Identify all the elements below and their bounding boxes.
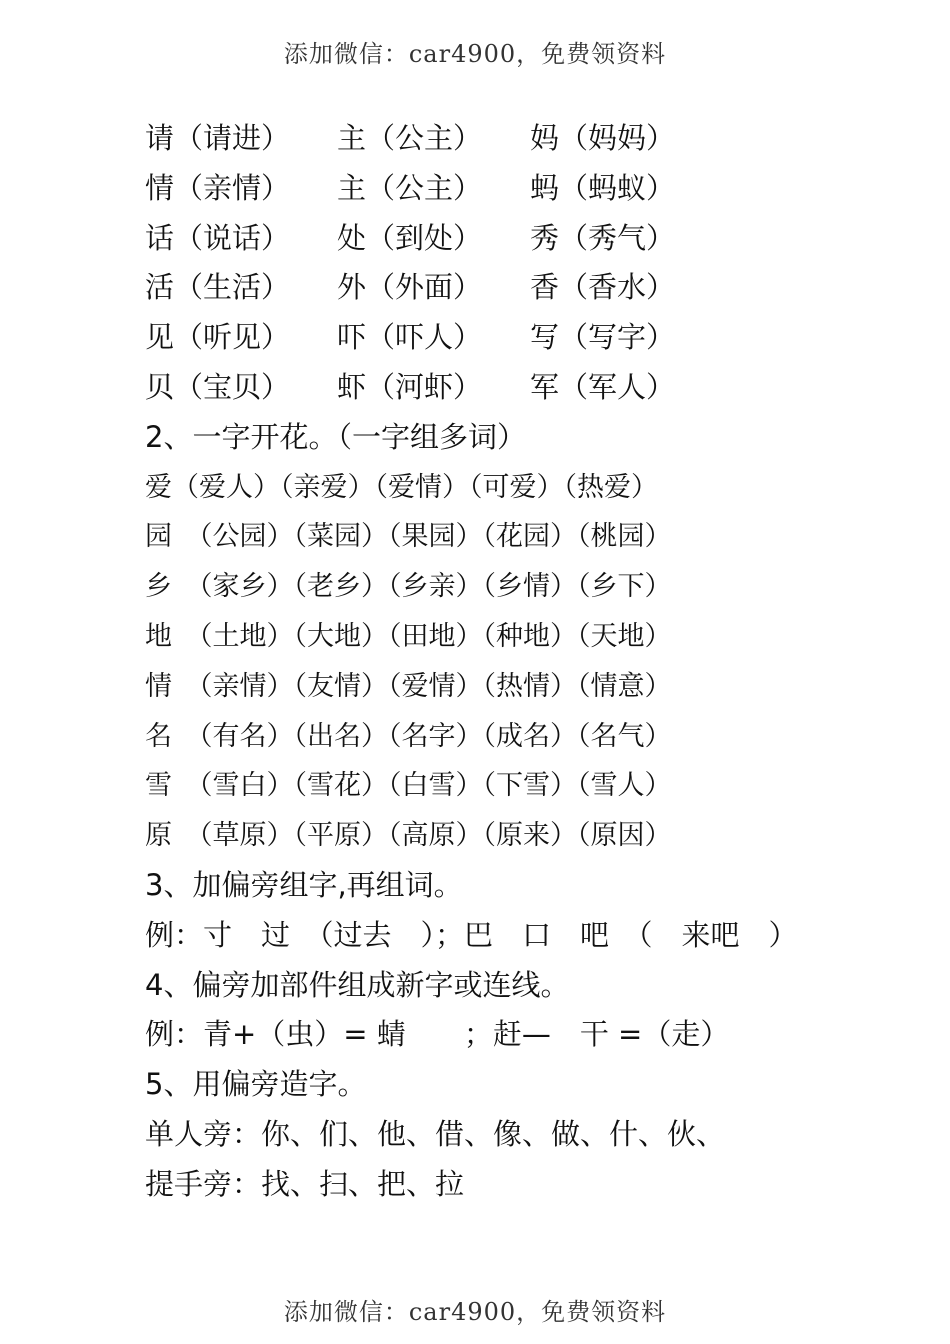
section-title-text: 2、一字开花。（一字组多词）: [145, 419, 526, 454]
word-cell: 活（生活）: [145, 270, 291, 305]
section-4-example: [145, 1010, 905, 1060]
section-4-title: [145, 961, 905, 1011]
word-cell: 蚂（蚂蚁）: [530, 170, 676, 205]
word-group-text: 情 （亲情）（友情）（爱情）（热情）（情意）: [145, 670, 672, 702]
word-cell: 请（请进）: [145, 121, 291, 155]
radical-row: [145, 1110, 905, 1160]
word-group-row: [145, 463, 905, 513]
word-group-row: [145, 662, 905, 712]
section-2-title: [145, 413, 905, 463]
word-group-row: [145, 512, 905, 562]
word-cell: 秀（秀气）: [530, 220, 676, 255]
word-row: [145, 363, 905, 413]
word-cell: 写（写字）: [530, 320, 676, 355]
word-cell: 话（说话）: [145, 220, 291, 255]
section-title-text: 3、加偏旁组字,再组词。: [145, 867, 463, 902]
word-cell: 处（到处）: [337, 220, 483, 255]
word-cell: 军（军人）: [530, 369, 676, 404]
word-cell: 吓（吓人）: [337, 320, 483, 355]
word-group-text: 原 （草原）（平原）（高原）（原来）（原因）: [145, 820, 672, 852]
word-group-text: 地 （土地）（大地）（田地）（种地）（天地）: [145, 620, 672, 652]
word-group-text: 名 （有名）（出名）（名字）（成名）（名气）: [145, 720, 672, 752]
word-row: [145, 313, 905, 363]
word-cell: 香（香水）: [530, 270, 676, 305]
word-row: [145, 263, 905, 313]
radical-row: [145, 1160, 905, 1210]
word-group-row: [145, 761, 905, 811]
word-group-row: [145, 612, 905, 662]
word-group-text: 爱（爱人）（亲爱）（爱情）（可爱）（热爱）: [145, 471, 658, 503]
word-group-text: 雪 （雪白）（雪花）（白雪）（下雪）（雪人）: [145, 770, 672, 802]
word-cell: 情（亲情）: [145, 170, 291, 205]
word-cell: 见（听见）: [145, 320, 291, 355]
word-group-row: [145, 562, 905, 612]
watermark-bottom: 添加微信：car4900，免费领资料: [283, 1298, 667, 1326]
section-5-title: [145, 1060, 905, 1110]
radical-text: 提手旁：找、扫、把、拉: [145, 1166, 465, 1201]
section-title-text: 5、用偏旁造字。: [145, 1067, 367, 1102]
word-cell: 主（公主）: [337, 170, 483, 205]
example-text: 例：寸 过 （过去 ）；巴 口 吧 （ 来吧 ）: [145, 917, 798, 952]
word-row: [145, 164, 905, 214]
word-cell: 妈（妈妈）: [530, 121, 676, 155]
word-cell: 虾（河虾）: [337, 369, 483, 404]
word-cell: 外（外面）: [337, 270, 483, 305]
section-title-text: 4、偏旁加部件组成新字或连线。: [145, 967, 570, 1002]
document-body: [145, 114, 905, 1210]
example-text: 例：青+（虫）= 蜻 ；赶— 干 =（走）: [145, 1017, 730, 1052]
radical-text: 单人旁：你、们、他、借、像、做、什、伙、: [145, 1116, 726, 1151]
watermark-top: 添加微信：car4900，免费领资料: [283, 40, 667, 68]
word-group-row: [145, 712, 905, 762]
word-row: [145, 114, 905, 164]
section-3-example: [145, 911, 905, 961]
word-group-row: [145, 811, 905, 861]
section-3-title: [145, 861, 905, 911]
word-row: [145, 214, 905, 264]
word-cell: 贝（宝贝）: [145, 369, 291, 404]
word-group-text: 乡 （家乡）（老乡）（乡亲）（乡情）（乡下）: [145, 571, 672, 603]
word-cell: 主（公主）: [337, 121, 483, 155]
word-group-text: 园 （公园）（菜园）（果园）（花园）（桃园）: [145, 521, 672, 553]
